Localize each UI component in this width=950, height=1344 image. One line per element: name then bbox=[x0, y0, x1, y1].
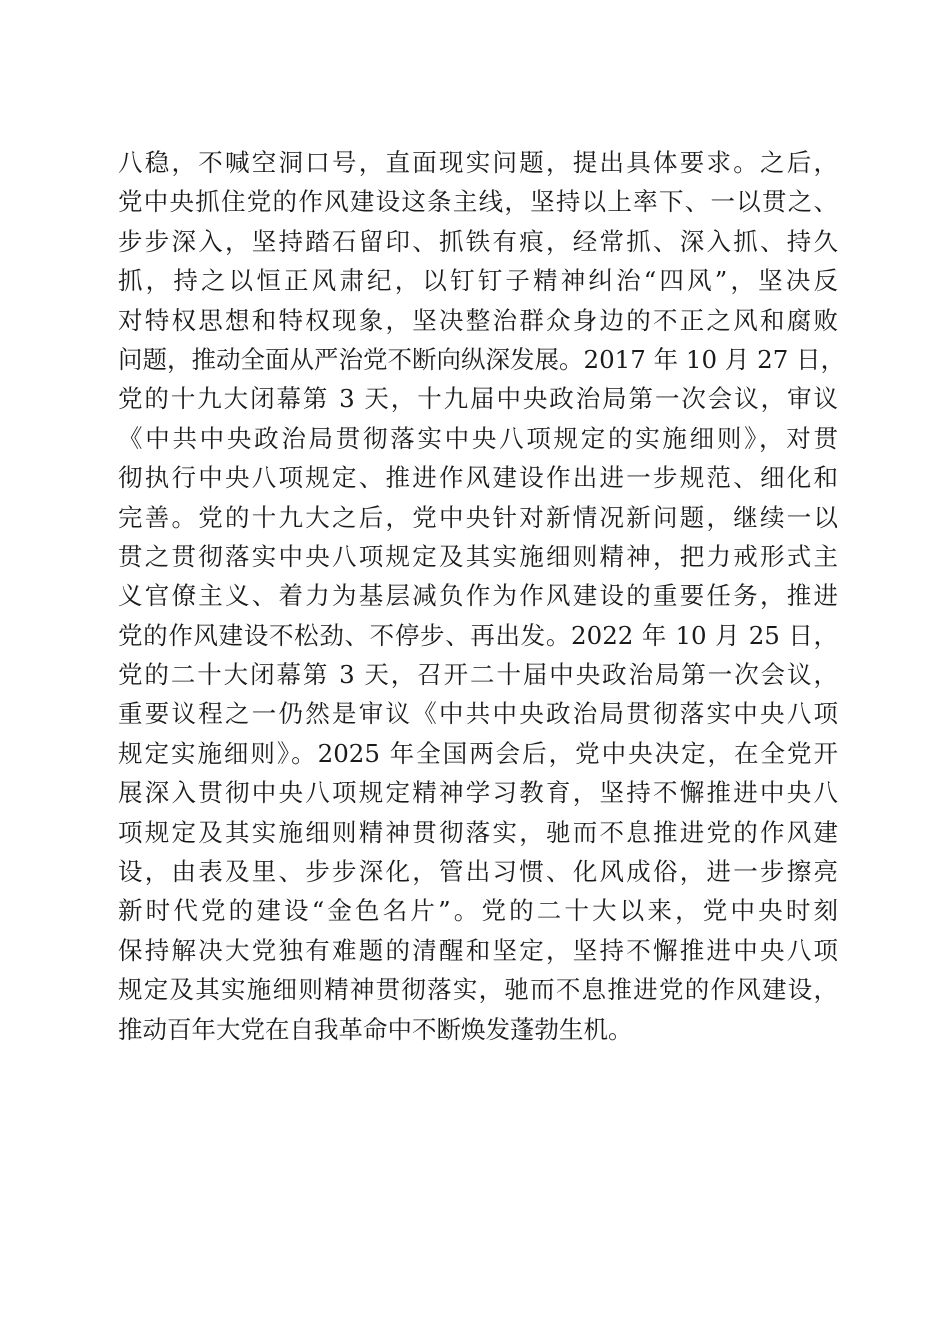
paragraph-line-last: 推动百年大党在自我革命中不断焕发蓬勃生机。 bbox=[118, 1014, 633, 1044]
paragraph-line: 党中央抓住党的作风建设这条主线，坚持以上率下、一以贯之、 bbox=[118, 187, 838, 217]
paragraph-line: 八稳，不喊空洞口号，直面现实问题，提出具体要求。之后， bbox=[118, 148, 838, 177]
paragraph-line: 党的十九大闭幕第 3 天，十九届中央政治局第一次会议，审议 bbox=[118, 384, 838, 414]
paragraph-line: 项规定及其实施细则精神贯彻落实，驰而不息推进党的作风建 bbox=[118, 817, 838, 847]
paragraph-line: 新时代党的建设“金色名片”。党的二十大以来，党中央时刻 bbox=[118, 896, 838, 926]
paragraph-line: 问题，推动全面从严治党不断向纵深发展。2017 年 10 月 27 日， bbox=[118, 344, 846, 374]
paragraph-line: 完善。党的十九大之后，党中央针对新情况新问题，继续一以 bbox=[118, 502, 838, 532]
paragraph-line: 贯之贯彻落实中央八项规定及其实施细则精神，把力戒形式主 bbox=[118, 541, 838, 571]
body-paragraph bbox=[118, 143, 846, 1049]
paragraph-line: 重要议程之一仍然是审议《中共中央政治局贯彻落实中央八项 bbox=[118, 699, 838, 729]
paragraph-line: 步步深入，坚持踏石留印、抓铁有痕，经常抓、深入抓、持久 bbox=[118, 226, 838, 256]
paragraph-line: 对特权思想和特权现象，坚决整治群众身边的不正之风和腐败 bbox=[118, 305, 838, 335]
paragraph-line: 党的作风建设不松劲、不停步、再出发。2022 年 10 月 25 日， bbox=[118, 620, 838, 650]
paragraph-line: 彻执行中央八项规定、推进作风建设作出进一步规范、细化和 bbox=[118, 463, 838, 493]
paragraph-line: 保持解决大党独有难题的清醒和坚定，坚持不懈推进中央八项 bbox=[118, 935, 838, 965]
paragraph-line: 《中共中央政治局贯彻落实中央八项规定的实施细则》，对贯 bbox=[118, 423, 838, 453]
paragraph-line: 展深入贯彻中央八项规定精神学习教育，坚持不懈推进中央八 bbox=[118, 778, 838, 808]
paragraph-line: 规定实施细则》。2025 年全国两会后，党中央决定，在全党开 bbox=[118, 738, 838, 768]
paragraph-line: 规定及其实施细则精神贯彻落实，驰而不息推进党的作风建设， bbox=[118, 975, 838, 1005]
paragraph-line: 义官僚主义、着力为基层减负作为作风建设的重要任务，推进 bbox=[118, 581, 838, 611]
paragraph-line: 党的二十大闭幕第 3 天，召开二十届中央政治局第一次会议， bbox=[118, 660, 838, 690]
paragraph-line: 设，由表及里、步步深化，管出习惯、化风成俗，进一步擦亮 bbox=[118, 857, 838, 887]
paragraph-line: 抓，持之以恒正风肃纪，以钉钉子精神纠治“四风”，坚决反 bbox=[118, 266, 838, 296]
